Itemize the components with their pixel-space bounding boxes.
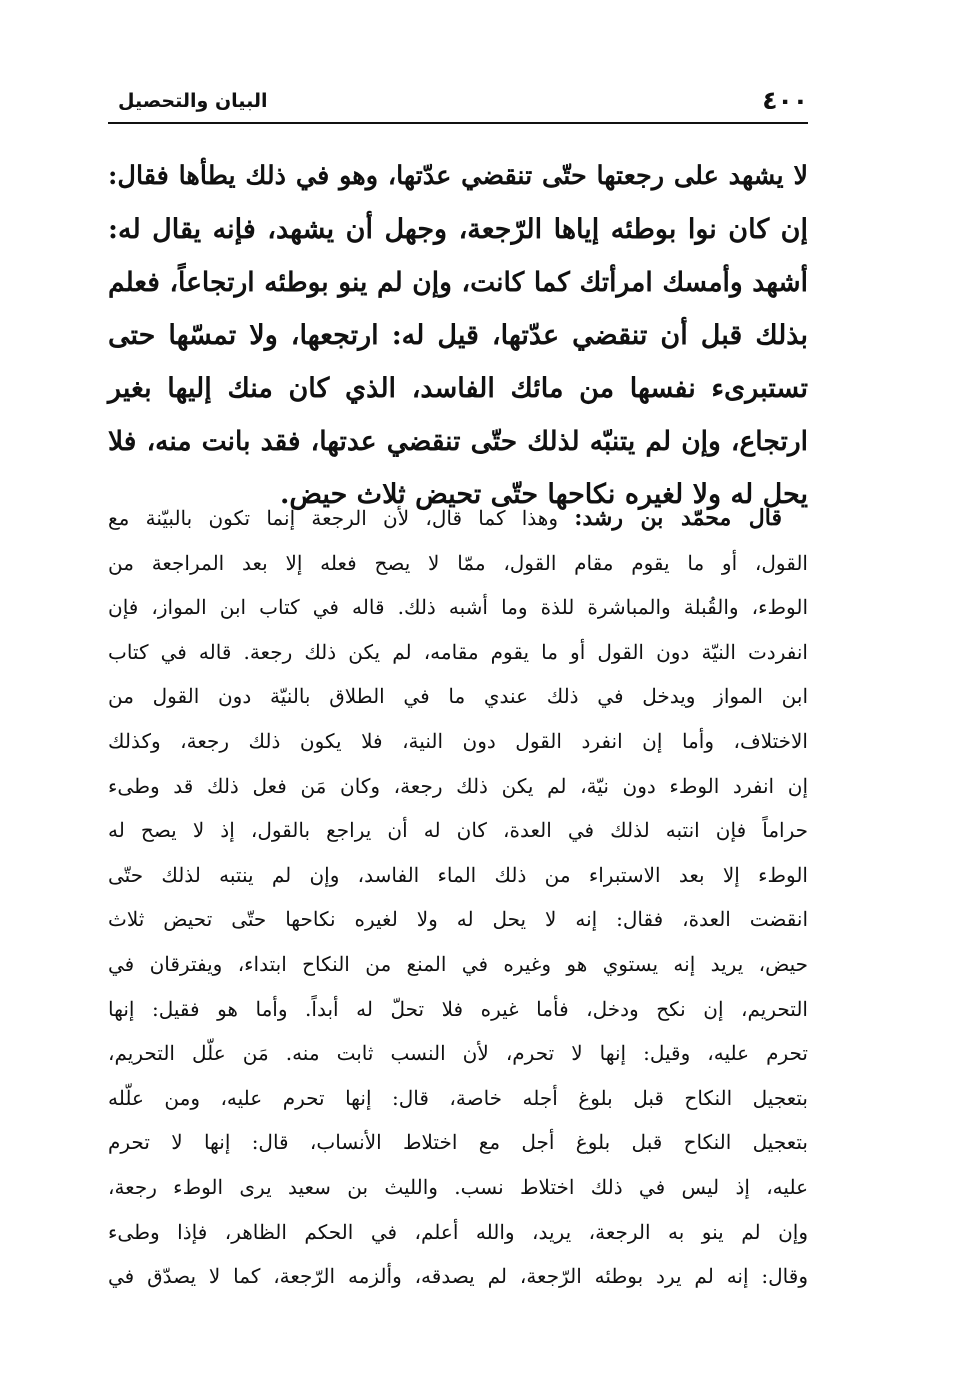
text-line: ابن المواز ويدخل في ذلك عندي ما في الطلاق بالنيّة دون القول من [108, 684, 808, 709]
text-line: ارتجاع، وإن لم يتنبّه لذلك حتّى تنقضي عدتها، فقد بانت منه، فلا [108, 426, 808, 457]
text-line: أشهد وأمسك امرأتك كما كانت، وإن لم ينو بوطئه ارتجاعاً، فعلم [108, 267, 808, 298]
commentary-first-line [108, 496, 808, 541]
text-line: انفردت النيّة دون القول أو ما يقوم مقامه، لم يكن ذلك رجعة. قاله في كتاب [108, 639, 808, 664]
text-line: حراماً فإن انتبه لذلك في العدة، كان له أن يراجع بالقول، إذ لا يصح له [108, 818, 808, 843]
text-line: حيض، يريد إنه يستوي هو وغيره في المنع من النكاح ابتداء، ويفترقان في [108, 951, 808, 976]
text-line: الوطء، والقُبلة والمباشرة للذة وما أشبه ذلك. قاله في كتاب ابن المواز، فإن [108, 595, 808, 620]
text-line: لا يشهد على رجعتها حتّى تنقضي عدّتها، وهو في ذلك يطأها فقال: [108, 161, 808, 191]
text-line: الاختلاف، وأما إن انفرد القول دون النية، فلا يكون ذلك رجعة، وكذلك [108, 728, 808, 753]
text-line: التحريم، إن نكح ودخل، فأما غيره فلا تحلّ له أبداً. وأما هو فقيل: إنها [108, 996, 808, 1021]
text-line: وهذا كما قال، لأن الرجعة إنما تكون بالبيّنة مع [108, 506, 558, 530]
text-line: بتعجيل النكاح قبل بلوغ أجل مع اختلاط الأنساب، قال: إنها لا تحرم [108, 1130, 808, 1155]
text-line: بذلك قبل أن تنقضي عدّتها، قيل له: ارتجعها، ولا تمسّها حتى [108, 320, 808, 351]
text-line: الوطء إلا بعد الاستبراء من ذلك الماء الفاسد، وإن لم ينتبه لذلك حتّى [108, 862, 808, 887]
header-rule [108, 122, 808, 124]
text-line: يحل له ولا لغيره نكاحها حتّى تحيض ثلاث حيض. [279, 479, 808, 510]
page-number: ٤٠٠ [762, 86, 808, 115]
text-line: إن كان نوا بوطئه إياها الرّجعة، وجهل أن يشهد، فإنه يقال له: [108, 214, 808, 245]
commentator-lead: قال محمّد بن رشد: [574, 505, 782, 531]
text-line: تحرم عليه، وقيل: إنها لا تحرم، لأن النسب ثابت منه. مَن علّل التحريم، [108, 1041, 808, 1066]
text-line: انقضت العدة، فقال: إنه لا يحل له ولا لغيره نكاحها حتّى تحيض ثلاث [108, 907, 808, 932]
running-header [108, 86, 808, 120]
commentary-paragraph [108, 496, 808, 1299]
text-line: القول، أو ما يقوم مقام القول، ممّا لا يصح فعله إلا بعد المراجعة من [108, 550, 808, 575]
text-line: وإن لم ينو به الرجعة، يريد، والله أعلم، في الحكم الظاهر، فإذا وطىء [108, 1219, 808, 1244]
question-paragraph [108, 150, 808, 521]
text-line: تستبرىء نفسها من مائك الفاسد، الذي كان منك إليها بغير [108, 373, 808, 404]
text-line: إن انفرد الوطء دون نيّة، لم يكن ذلك رجعة، وكان مَن فعل ذلك قد وطىء [108, 773, 808, 798]
text-line: بتعجيل النكاح قبل بلوغ أجله خاصة، قال: إنها تحرم عليه، ومن علّله [108, 1085, 808, 1110]
book-title: البيان والتحصيل [118, 90, 268, 112]
text-line: عليه، إذ ليس في ذلك اختلاط نسب. والليث بن سعيد يرى الوطء رجعة، [108, 1174, 808, 1199]
text-line: وقال: إنه لم يرد بوطئه الرّجعة، لم يصدقه، وألزمه الرّجعة، كما لا يصدّق في [108, 1264, 808, 1289]
